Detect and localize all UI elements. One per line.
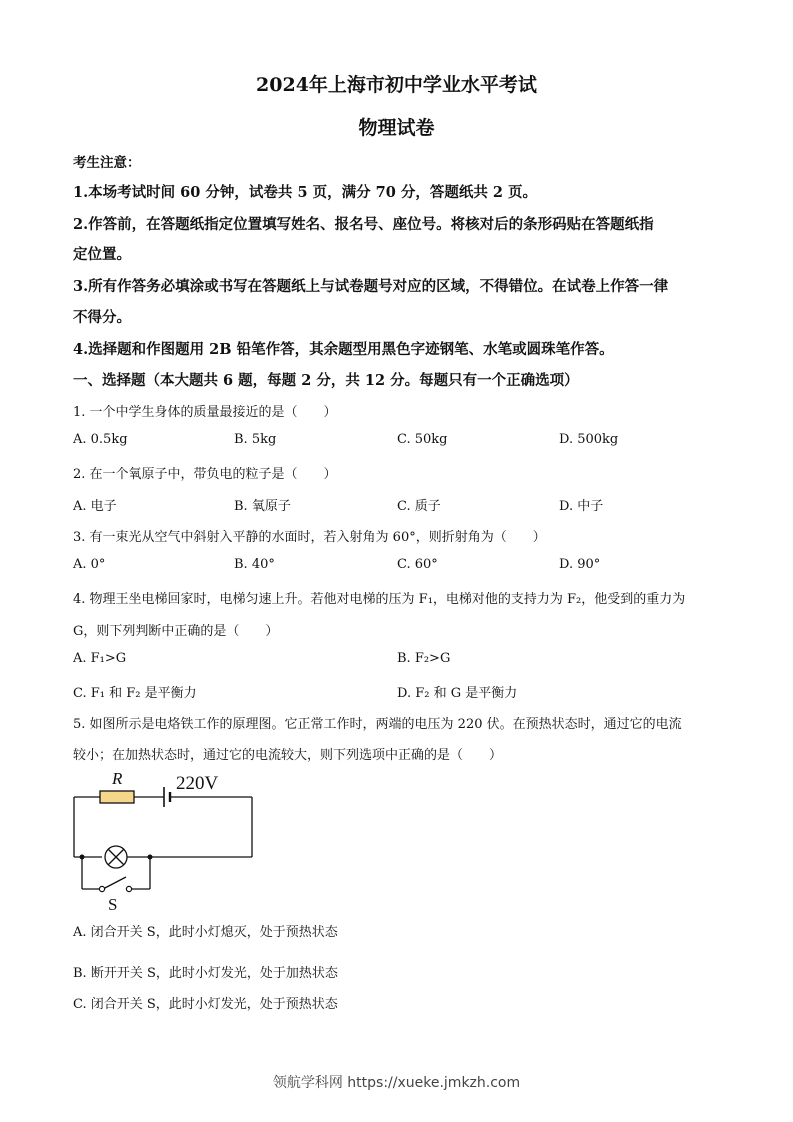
q1-option-d: D. 500kg bbox=[559, 432, 619, 447]
q2-option-c: C. 质子 bbox=[397, 499, 441, 514]
q2-option-d: D. 中子 bbox=[559, 499, 604, 514]
junction-left bbox=[80, 855, 85, 860]
section-heading: 一、选择题（本大题共 6 题，每题 2 分，共 12 分。每题只有一个正确选项） bbox=[73, 372, 579, 389]
circuit-diagram bbox=[60, 765, 270, 915]
notice-heading: 考生注意： bbox=[73, 155, 141, 171]
exam-subtitle: 物理试卷 bbox=[358, 117, 435, 139]
switch-blade bbox=[103, 877, 126, 889]
notice-item-1: 1.本场考试时间 60 分钟，试卷共 5 页，满分 70 分，答题纸共 2 页。 bbox=[73, 184, 538, 201]
q2-option-b: B. 氧原子 bbox=[234, 499, 291, 514]
q1-option-c: C. 50kg bbox=[397, 432, 448, 447]
q3-option-c: C. 60° bbox=[397, 557, 438, 572]
q3-option-d: D. 90° bbox=[559, 557, 601, 572]
q1-option-b: B. 5kg bbox=[234, 432, 277, 447]
q3-option-a: A. 0° bbox=[73, 557, 106, 572]
q4-option-c: C. F₁ 和 F₂ 是平衡力 bbox=[73, 686, 197, 701]
switch-contact-right bbox=[126, 886, 131, 891]
notice-item-3: 3.所有作答务必填涂或书写在答题纸上与试卷题号对应的区域，不得错位。在试卷上作答一律 bbox=[73, 278, 669, 295]
q4-option-d: D. F₂ 和 G 是平衡力 bbox=[397, 686, 518, 701]
q2-option-a: A. 电子 bbox=[73, 499, 117, 514]
q5-stem-line2: 较小；在加热状态时，通过它的电流较大，则下列选项中正确的是（ ） bbox=[73, 748, 503, 763]
q2-stem: 2. 在一个氧原子中，带负电的粒子是（ ） bbox=[73, 467, 337, 482]
q5-option-b: B. 断开开关 S，此时小灯发光，处于加热状态 bbox=[73, 966, 338, 981]
q5-stem-line1: 5. 如图所示是电烙铁工作的原理图。它正常工作时，两端的电压为 220 伏。在预热状态时，通过它的电流 bbox=[73, 717, 682, 732]
notice-item-2: 2.作答前，在答题纸指定位置填写姓名、报名号、座位号。将核对后的条形码贴在答题纸指 bbox=[73, 216, 654, 233]
notice-item-2-cont: 定位置。 bbox=[73, 246, 131, 263]
exam-title: 2024年上海市初中学业水平考试 bbox=[256, 74, 537, 96]
resistor bbox=[100, 791, 134, 803]
q5-option-a: A. 闭合开关 S，此时小灯熄灭，处于预热状态 bbox=[73, 925, 338, 940]
q3-option-b: B. 40° bbox=[234, 557, 275, 572]
q4-option-a: A. F₁>G bbox=[73, 651, 127, 666]
q4-option-b: B. F₂>G bbox=[397, 651, 451, 666]
q4-stem-line2: G，则下列判断中正确的是（ ） bbox=[73, 624, 279, 639]
voltage-label: 220V bbox=[176, 773, 219, 794]
notice-item-4: 4.选择题和作图题用 2B 铅笔作答，其余题型用黑色字迹钢笔、水笔或圆珠笔作答。 bbox=[73, 341, 614, 358]
footer-watermark: 领航学科网 https://xueke.jmkzh.com bbox=[272, 1075, 521, 1091]
notice-item-3-cont: 不得分。 bbox=[73, 309, 131, 326]
switch-label: S bbox=[108, 895, 118, 914]
junction-right bbox=[148, 855, 153, 860]
resistor-label: R bbox=[112, 769, 123, 788]
q4-stem-line1: 4. 物理王坐电梯回家时，电梯匀速上升。若他对电梯的压为 F₁，电梯对他的支持力为 F₂，他受到的重力为 bbox=[73, 592, 686, 607]
q5-option-c: C. 闭合开关 S，此时小灯发光，处于预热状态 bbox=[73, 997, 338, 1012]
q1-option-a: A. 0.5kg bbox=[73, 432, 128, 447]
switch-contact-left bbox=[99, 886, 104, 891]
q1-stem: 1. 一个中学生身体的质量最接近的是（ ） bbox=[73, 405, 337, 420]
q3-stem: 3. 有一束光从空气中斜射入平静的水面时，若入射角为 60°，则折射角为（ ） bbox=[73, 530, 546, 545]
